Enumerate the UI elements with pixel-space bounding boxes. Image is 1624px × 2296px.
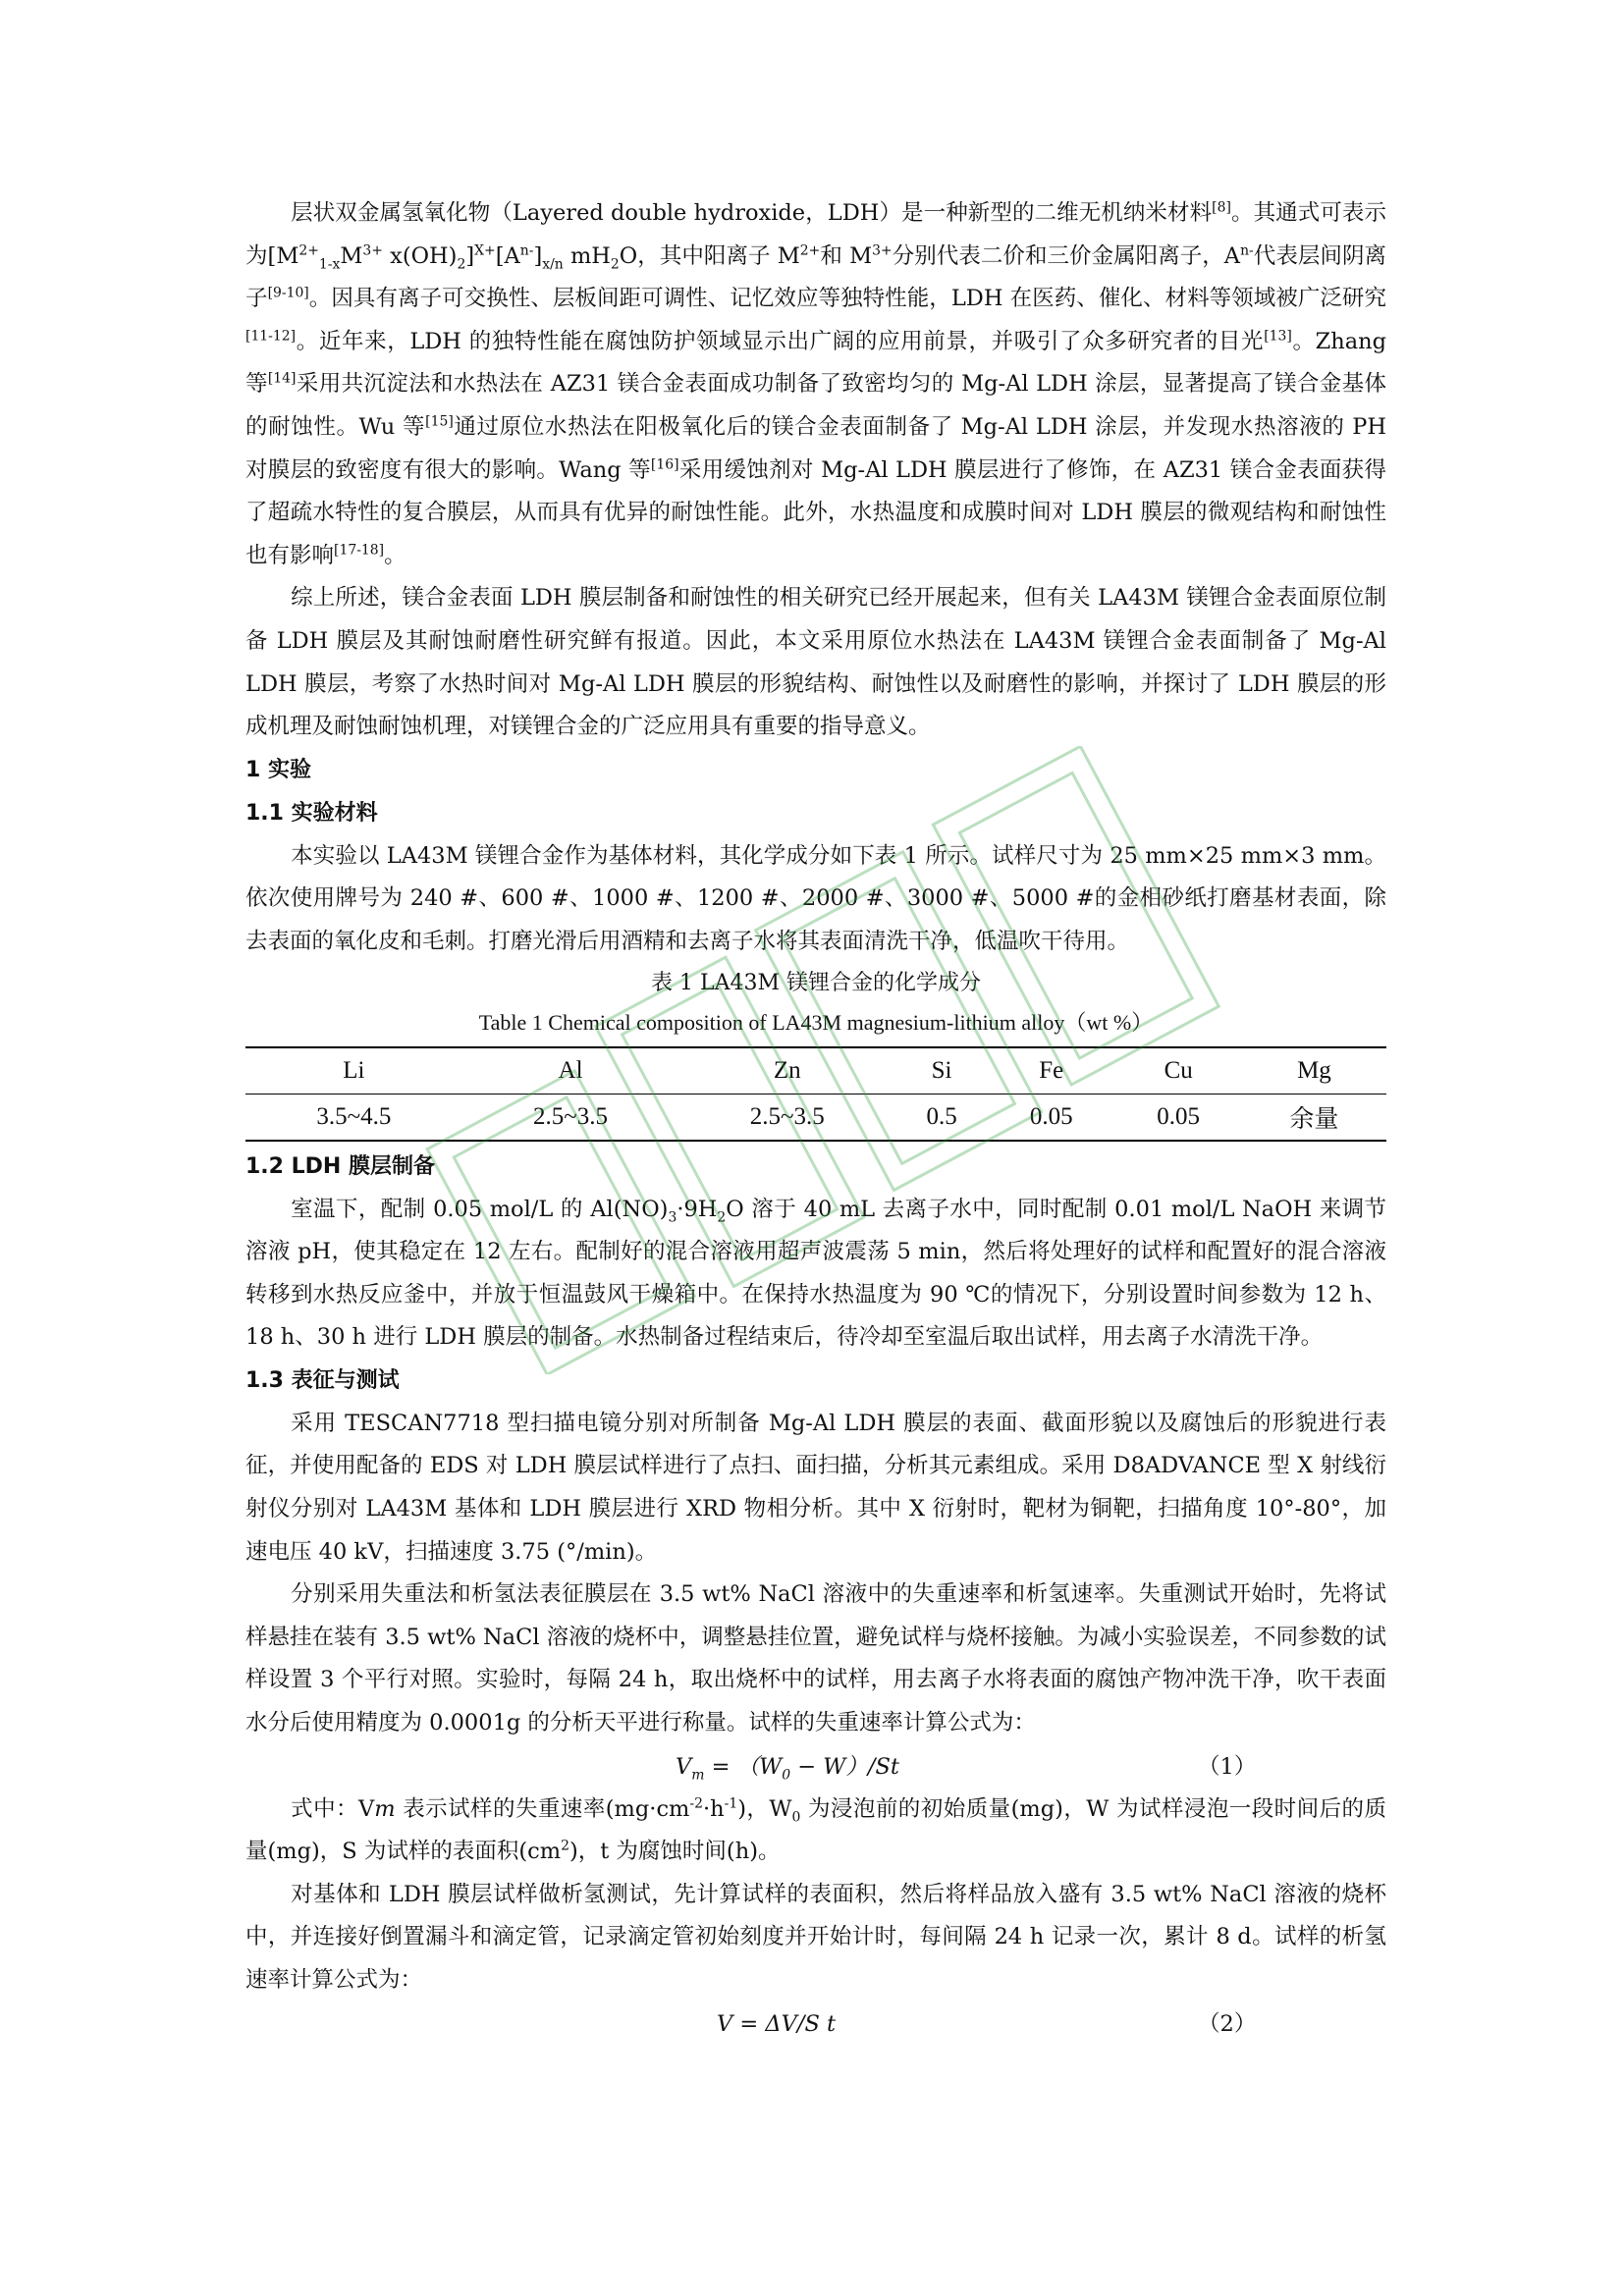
table-cell: 0.5 <box>895 1094 988 1141</box>
intro-paragraph-2: 综上所述，镁合金表面 LDH 膜层制备和耐蚀性的相关研究已经开展起来，但有关 LA43M 镁锂合金表面原位制备 LDH 膜层及其耐蚀耐磨性研究鲜有报道。因此，本文采用原位水热法在 LA43M 镁锂合金表面制备了 Mg-Al LDH 膜层，考察了水热时间对 Mg-Al LDH 膜层的形貌结构、耐蚀性以及耐磨性的影响，并探讨了 LDH 膜层的形成机理及耐蚀耐蚀机理，对镁锂合金的广泛应用具有重要的指导意义。 <box>245 585 1386 740</box>
section-heading-1: 1 实验 <box>245 757 311 782</box>
table-cell: 2.5~3.5 <box>678 1094 895 1141</box>
intro-paragraph-1: 层状双金属氢氧化物（Layered double hydroxide，LDH）是一种新型的二维无机纳米材料[8]。其通式可表示为[$M^{2+}_{1-x}M^{3+}$ $x(OH)_2]^{X+}[A^{n-}]_{x/n}$ $mH_2O$，其中阳离子 $M^{2+}$和 $M^{3+}$分别代表二价和三价金属阳离子，$A^{n-}$代表层间阴离子[9-10]。因具有离子可交换性、层板间距可调性、记忆效应等独特性能，LDH 在医药、催化、材料等领域被广泛研究[11-12]。近年来，LDH 的独特性能在腐蚀防护领域显示出广阔的应用前景，并吸引了众多研究者的目光[13]。Zhang 等[14]采用共沉淀法和水热法在 AZ31 镁合金表面成功制备了致密均匀的 Mg-Al LDH 涂层，显著提高了镁合金基体的耐蚀性。Wu 等[15]通过原位水热法在阳极氧化后的镁合金表面制备了 Mg-Al LDH 涂层，并发现水热溶液的 PH 对膜层的致密度有很大的影响。Wang 等[16]采用缓蚀剂对 Mg-Al LDH 膜层进行了修饰，在 AZ31 镁合金表面获得了超疏水特性的复合膜层，从而具有优异的耐蚀性能。此外，水热温度和成膜时间对 LDH 膜层的微观结构和耐蚀性也有影响[17-18]。 <box>245 199 1387 568</box>
table-header-cell: Si <box>895 1047 988 1095</box>
table-row <box>245 1094 1386 1141</box>
table-header-row <box>245 1047 1386 1095</box>
equation-1-number: （1） <box>1198 1753 1257 1780</box>
equation-1 <box>245 1745 1386 1789</box>
materials-paragraph: 本实验以 LA43M 镁锂合金作为基体材料，其化学成分如下表 1 所示。试样尺寸为 25 mm×25 mm×3 mm。依次使用牌号为 240 #、600 #、1000 #、1200 #、2000 #、3000 #、5000 #的金相砂纸打磨基材表面，除去表面的氧化皮和毛刺。打磨光滑后用酒精和去离子水将其表面清洗干净，低温吹干待用。 <box>245 842 1386 954</box>
table-header-cell: Fe <box>988 1047 1114 1095</box>
table-header-cell: Li <box>245 1047 462 1095</box>
table-header-cell: Cu <box>1114 1047 1241 1095</box>
section-heading-1-3: 1.3 表征与测试 <box>245 1367 400 1393</box>
hydrogen-evolution-paragraph: 对基体和 LDH 膜层试样做析氢测试，先计算试样的表面积，然后将样品放入盛有 3.5 wt% NaCl 溶液的烧杯中，并连接好倒置漏斗和滴定管，记录滴定管初始刻度并开始计时，每间隔 24 h 记录一次，累计 8 d。试样的析氢速率计算公式为： <box>245 1881 1386 1993</box>
table-caption-en: Table 1 Chemical composition of LA43M magnesium-lithium alloy（wt %） <box>478 1009 1154 1035</box>
equation-2-formula: V = ΔV/S t <box>717 2010 837 2037</box>
table-cell: 0.05 <box>988 1094 1114 1141</box>
composition-table <box>245 1046 1386 1142</box>
equation-1-formula: $V_m = (W_0 - W)/St$ <box>676 1753 899 1784</box>
equation-2 <box>245 2002 1386 2046</box>
characterization-paragraph: 采用 TESCAN7718 型扫描电镜分别对所制备 Mg-Al LDH 膜层的表面、截面形貌以及腐蚀后的形貌进行表征，并使用配备的 EDS 对 LDH 膜层试样进行了点扫、面扫描，分析其元素组成。采用 D8ADVANCE 型 X 射线衍射仪分别对 LA43M 基体和 LDH 膜层进行 XRD 物相分析。其中 X 衍射时，靶材为铜靶，扫描角度 10°-80°，加速电压 40 kV，扫描速度 3.75 (°/min)。 <box>245 1410 1386 1565</box>
section-heading-1-1: 1.1 实验材料 <box>245 800 378 826</box>
variables-paragraph: 式中：Vm 表示试样的失重速率$(mg\cdot cm^{-2}\cdot h^{-1})$，$W_0$ 为浸泡前的初始质量(mg)，W 为试样浸泡一段时间后的质量(mg)，S 为试样的表面积$(cm^2)$，t 为腐蚀时间(h)。 <box>245 1795 1387 1865</box>
table-caption-cn: 表 1 LA43M 镁锂合金的化学成分 <box>651 970 981 995</box>
preparation-paragraph: 室温下，配制 0.05 mol/L 的 $Al(NO)_3\cdot 9H_2O$ 溶于 40 mL 去离子水中，同时配制 0.01 mol/L NaOH 来调节溶液 pH，使其稳定在 12 左右。配制好的混合溶液用超声波震荡 5 min，然后将处理好的试样和配置好的混合溶液转移到水热反应釜中，并放于恒温鼓风干燥箱中。在保持水热温度为 90 ℃的情况下，分别设置时间参数为 12 h、18 h、30 h 进行 LDH 膜层的制备。水热制备过程结束后，待冷却至室温后取出试样，用去离子水清洗干净。 <box>245 1196 1386 1351</box>
table-header-cell: Zn <box>678 1047 895 1095</box>
table-cell: 余量 <box>1242 1094 1386 1141</box>
section-heading-1-2: 1.2 LDH 膜层制备 <box>245 1153 435 1179</box>
table-cell: 2.5~3.5 <box>462 1094 679 1141</box>
equation-2-number: （2） <box>1198 2010 1257 2037</box>
table-cell: 0.05 <box>1114 1094 1241 1141</box>
table-header-cell: Mg <box>1242 1047 1386 1095</box>
table-cell: 3.5~4.5 <box>245 1094 462 1141</box>
table-header-cell: Al <box>462 1047 679 1095</box>
weight-loss-paragraph: 分别采用失重法和析氢法表征膜层在 3.5 wt% NaCl 溶液中的失重速率和析氢速率。失重测试开始时，先将试样悬挂在装有 3.5 wt% NaCl 溶液的烧杯中，调整悬挂位置，避免试样与烧杯接触。为减小实验误差，不同参数的试样设置 3 个平行对照。实验时，每隔 24 h，取出烧杯中的试样，用去离子水将表面的腐蚀产物冲洗干净，吹干表面水分后使用精度为 0.0001g 的分析天平进行称量。试样的失重速率计算公式为： <box>245 1581 1386 1736</box>
paper-body <box>245 192 1386 2046</box>
